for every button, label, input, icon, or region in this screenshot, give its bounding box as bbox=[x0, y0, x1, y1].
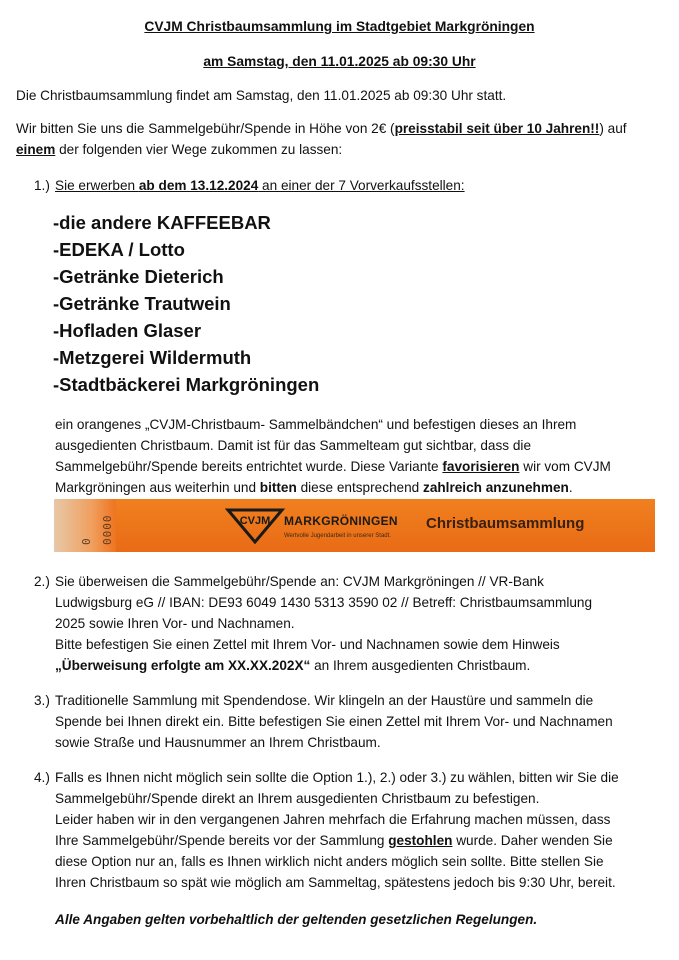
presale-date: ab dem 13.12.2024 bbox=[138, 178, 259, 193]
logo-text: CVJM bbox=[239, 515, 271, 527]
wristband-title: Christbaumsammlung bbox=[426, 515, 585, 532]
wristband-tagline: Wertvolle Jugendarbeit in unserer Stadt. bbox=[284, 533, 391, 539]
option-1-heading: Sie erwerben ab dem 13.12.2024 an einer der 7 Vorverkaufsstellen: bbox=[55, 178, 465, 193]
option-3-number: 3.) bbox=[34, 693, 50, 708]
legal-disclaimer: Alle Angaben gelten vorbehaltlich der geltenden gesetzlichen Regelungen. bbox=[55, 912, 538, 927]
cvjm-logo-icon bbox=[224, 506, 286, 544]
store-item: -Stadtbäckerei Markgröningen bbox=[53, 374, 320, 395]
store-item: -Metzgerei Wildermuth bbox=[53, 347, 252, 368]
transfer-note: „Überweisung erfolgte am XX.XX.202X“ bbox=[55, 658, 311, 673]
option-1-description: ein orangenes „CVJM-Christbaum- Sammelbändchen“ und befestigen dieses an Ihrem ausgedienten Christbaum. Damit ist für das Sammelteam gut sichtbar, dass die Sammelgebühr/Spende bereits entrichtet wurde. Diese Variante favorisieren wir vom CVJM Markgröningen aus weiterhin und bitten diese entsprechend zahlreich anzunehmen. bbox=[55, 417, 611, 495]
wristband-brand: MARKGRÖNINGEN bbox=[284, 514, 398, 528]
event-date-line: am Samstag, den 11.01.2025 ab 09:30 Uhr bbox=[203, 54, 476, 69]
wristband-image bbox=[54, 499, 655, 552]
store-item: -Getränke Trautwein bbox=[53, 293, 231, 314]
option-3-text: Traditionelle Sammlung mit Spendendose. Wir klingeln an der Haustüre und sammeln die Spende bei Ihnen direkt ein. Bitte befestigen Sie einen Zettel mit Ihrem Vor- und Nachnamen sowie Straße und Hausnummer an Ihrem Christbaum. bbox=[55, 693, 613, 750]
option-4-text: Falls es Ihnen nicht möglich sein sollte die Option 1.), 2.) oder 3.) zu wählen, bitten wir Sie die Sammelgebühr/Spende direkt an Ihrem ausgedienten Christbaum zu befestigen. Leider haben wir in den vergangenen Jahren mehrfach die Erfahrung machen müssen, dass Ihre Sammelgebühr/Spende bereits vor der Sammlung gestohlen wurde. Daher wenden Sie diese Option nur an, falls es Ihnen wirklich nicht anders möglich sein sollte. Bitte stellen Sie Ihren Christbaum so spät wie möglich am Sammeltag, spätestens jedoch bis 9:30 Uhr, bereit. bbox=[55, 770, 619, 890]
option-4-number: 4.) bbox=[34, 770, 50, 785]
price-stable-highlight: preisstabil seit über 10 Jahren!! bbox=[394, 121, 600, 136]
one-way-emphasis: einem bbox=[16, 142, 56, 157]
store-item: -Getränke Dieterich bbox=[53, 266, 224, 287]
option-2-text: Sie überweisen die Sammelgebühr/Spende an: CVJM Markgröningen // VR-Bank Ludwigsburg eG // IBAN: DE93 6049 1430 5313 3590 02 // Betreff: Christbaumsammlung 2025 sowie Ihren Vor- und Nachnamen. Bitte befestigen Sie einen Zettel mit Ihrem Vor- und Nachnamen sowie dem Hinweis „Überweisung erfolgte am XX.XX.202X“ an Ihrem ausgedienten Christbaum. bbox=[55, 574, 593, 673]
store-item: -EDEKA / Lotto bbox=[53, 239, 185, 260]
stolen-emphasis: gestohlen bbox=[388, 833, 453, 848]
store-item: -Hofladen Glaser bbox=[53, 320, 202, 341]
intro-paragraph-2: Wir bitten Sie uns die Sammelgebühr/Spende in Höhe von 2€ (preisstabil seit über 10 Jahren!!) auf einem der folgenden vier Wege zukommen zu lassen: bbox=[16, 121, 627, 157]
store-item: -die andere KAFFEEBAR bbox=[53, 212, 271, 233]
option-2-number: 2.) bbox=[34, 574, 50, 589]
intro-paragraph-1: Die Christbaumsammlung findet am Samstag, den 11.01.2025 ab 09:30 Uhr statt. bbox=[16, 88, 507, 103]
option-1-number: 1.) bbox=[34, 178, 50, 193]
wristband-serial: 0 0000 bbox=[80, 514, 114, 545]
document-title: CVJM Christbaumsammlung im Stadtgebiet Markgröningen bbox=[144, 19, 535, 34]
